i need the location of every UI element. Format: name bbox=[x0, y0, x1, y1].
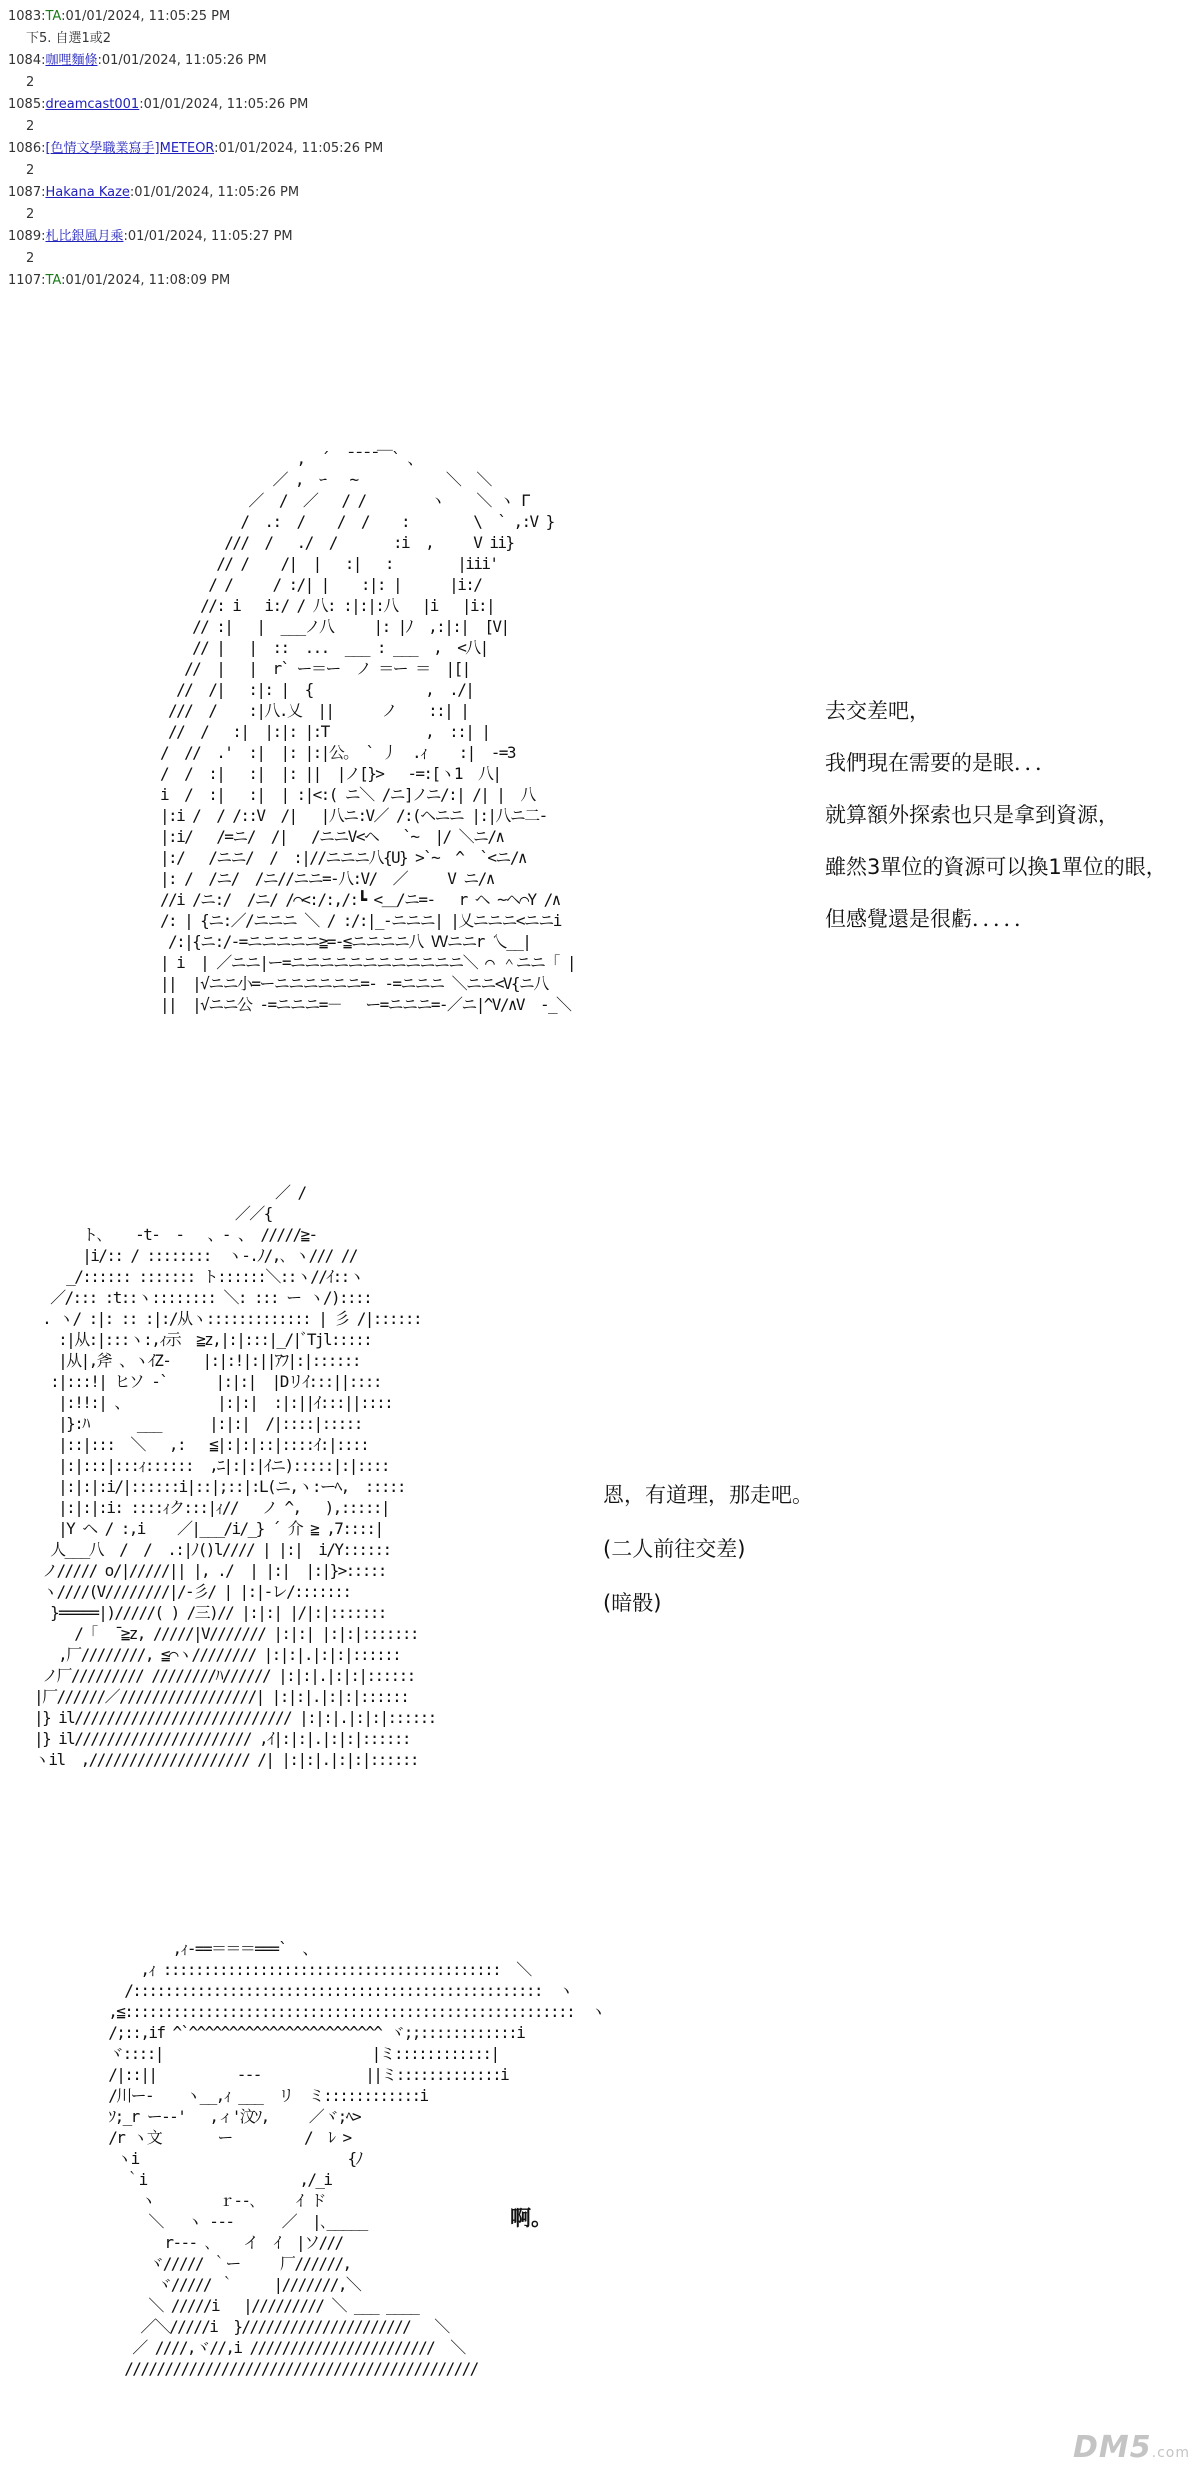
speech-block-fox bbox=[603, 1468, 813, 1630]
post-header bbox=[8, 6, 608, 28]
post-timestamp: :01/01/2024, 11:05:26 PM bbox=[139, 97, 309, 112]
post-timestamp: :01/01/2024, 11:08:09 PM bbox=[61, 273, 231, 288]
post-item bbox=[8, 6, 608, 50]
post-author[interactable]: [色情文學職業寫手]METEOR bbox=[45, 141, 215, 156]
speech-block-man bbox=[510, 2192, 552, 2244]
post-header bbox=[8, 270, 608, 292]
speech-line: 但感覺還是很虧．．．．． bbox=[825, 907, 1035, 931]
speech-line: 就算額外探索也只是拿到資源， bbox=[825, 803, 1119, 827]
speech-line: 雖然3單位的資源可以換1單位的眼， bbox=[825, 855, 1167, 879]
post-header bbox=[8, 138, 608, 160]
post-number: 1087: bbox=[8, 185, 46, 200]
post-body: 2 bbox=[26, 163, 35, 178]
post-author[interactable]: 札比銀風月乘 bbox=[45, 229, 124, 244]
speech-line: 啊。 bbox=[510, 2206, 552, 2230]
ascii-art-girl: , ´ ̄ ̄ ̄ ̄ ￣` 、 ／ , ｰ ~ ＼ ＼ ／ / ／ / / ヽ ＼ ヽ Γ / .: / / / : \ ` ,:V } /// / ./ / :i , V ii} // / /| | :| : |iii' / / / :/| | :|: | |i:/ //: i i:/ / 八: :|:|:八 |i |i:| // :| | ___ノ八 |: |ﾉ ,:|:| [V| // | | :: ... ___ : ___ , <八| // | | r` ー＝ー ノ ＝ー ＝ |[| // /| :|: | { , ./| /// / :|八.乂 || ノ ::| | // / :| |:|: |:T , ::| | / // .' :| |: |:|公。 ` 丿 .ｨ :| -=3 / / :| :| |: || |ノ[}> -=:[ヽ1 八| i / :| :| | :|<:( ニ＼ /ニ]ノニ/:| /| | 八 |:i / / /::V /| |八ニ:V／ /:(ヘニニ |:|八ニ二- |:i/ /=ニ/ /| /ニニV<ヘ `~ |/ ＼ニ/∧ |:/ /ニニ/ / :|//ニニニ八{U} >`~ ^ `<ニ/∧ |: / /ニ/ /ニ//ニニ=-八:V/ ／ V ニ/∧ //i /ニ:/ /ニ/ /⌒<:/:,/:┗ <＿/ニ=- r ヘ ~ヘ⌒Y /∧ /: | {ニ:／/ニニニ ＼ / :/:|_-ニニニ| |乂ニニニ<ニニi /:|{ニ:/-=ニニニニニ≧=-≦ニニニニ八 VVニニr 乀__| | i | ／ニニ|ー=ニニニニニニニニニニニニ＼ ⌒ ＾ニニ「 | || |√ニニ小=ーニニニニニニ=- -=ニニニ ＼ニニ<V{ニ八 || |√ニニ公 -=ニニニ=－ ー=ニニニ=-／ニ|^V/∧V -_＼ bbox=[160, 449, 575, 1014]
site-watermark-logo bbox=[1073, 2430, 1190, 2465]
post-author[interactable]: Hakana Kaze bbox=[45, 185, 130, 200]
post-item bbox=[8, 226, 608, 270]
post-number: 1083: bbox=[8, 9, 46, 24]
post-body: 2 bbox=[26, 207, 35, 222]
post-timestamp: :01/01/2024, 11:05:25 PM bbox=[61, 9, 231, 24]
post-body: 2 bbox=[26, 75, 35, 90]
post-header bbox=[8, 94, 608, 116]
watermark-text: DM5 bbox=[1073, 2430, 1152, 2465]
speech-line: 恩，有道理，那走吧。 bbox=[603, 1483, 813, 1507]
post-list bbox=[8, 6, 608, 292]
post-number: 1084: bbox=[8, 53, 46, 68]
post-timestamp: :01/01/2024, 11:05:26 PM bbox=[129, 185, 300, 200]
post-timestamp: :01/01/2024, 11:05:26 PM bbox=[214, 141, 384, 156]
ascii-art-man: ,ｨ-==＝＝＝===` 、 ,ｨ :::::::::::::::::::::::::::::::::::::::::: ＼ /::::::::::::::::::::::::::::::::::::::::::::::::::: ヽ ,≦:::::::::::::::::::::::::::::::::::::::::::::::::::::::: ヽ /;::,if ^`^^^^^^^^^^^^^^^^^^^^^^^^ ヾ;;::::::::::::i ヾ::::| |ミ::::::::::::| /|::|| --- ||ミ:::::::::::::i /川ー- ヽ__,ｨ ___ リ ミ::::::::::::i ｿ;_r ー--' ,ィ'汶ｿ, ／ヾ;ﾍ> /r ヽ文 ー / ﾚ > ヽi {ﾉ ｀i ,/_i ヽ ｒ--､ ｲ ド ＼ ヽ --- ／ |､_____ r--- ､ イ ｲ |ソ/// ヾ///// ｀ー 厂//////, ヾ///// ｀ |///////,＼ ＼ /////i |///////// ＼ ___ ____ ／＼/////i }///////////////////// ＼ ／ ////,ヾ//,i /////////////////////// ＼ //////////////////////////////////////////// bbox=[108, 1939, 605, 2378]
post-number: 1107: bbox=[8, 273, 46, 288]
post-header bbox=[8, 50, 608, 72]
post-author: TA bbox=[45, 273, 62, 288]
post-author: TA bbox=[45, 9, 62, 24]
post-number: 1089: bbox=[8, 229, 46, 244]
speech-line: (二人前往交差) bbox=[603, 1537, 746, 1561]
post-timestamp: :01/01/2024, 11:05:27 PM bbox=[123, 229, 293, 244]
watermark-suffix: .com bbox=[1151, 2445, 1190, 2461]
post-body: 2 bbox=[26, 119, 35, 134]
post-timestamp: :01/01/2024, 11:05:26 PM bbox=[97, 53, 267, 68]
post-item bbox=[8, 138, 608, 182]
post-item bbox=[8, 270, 608, 292]
post-author[interactable]: dreamcast001 bbox=[45, 97, 140, 112]
post-item bbox=[8, 50, 608, 94]
speech-line: 去交差吧， bbox=[825, 699, 930, 723]
post-body: 2 bbox=[26, 251, 35, 266]
post-author[interactable]: 咖哩麵條 bbox=[45, 53, 98, 68]
post-header bbox=[8, 226, 608, 248]
post-body: 下5. 自選1或2 bbox=[26, 31, 112, 46]
post-item bbox=[8, 182, 608, 226]
post-header bbox=[8, 182, 608, 204]
speech-line: 我們現在需要的是眼．．． bbox=[825, 751, 1056, 775]
speech-block-girl bbox=[825, 685, 1167, 945]
ascii-art-fox-girl: ／ / ／／{ ト､ -t- - 、- 、 /////≧- |i/:: / :::::::: ヽ-.ﾉ/,､ ヽ/// // _/:::::: ::::::: ト::::::＼::ヽ//ｲ::ヽ ／/::: :t::ヽ:::::::: ＼: ::: ー ヽ/):::: . ヽ/ :|: :: :|:/从ヽ::::::::::::: | 彡 /|:::::: :|从:|:::ヽ:,ｨ示 ≧z,|:|:::|_/|ﾞTjl::::: |从|,斧 、ヽｲZ‐ |:|:!|:||ｱﾌ|:|:::::: :|:::!| ヒソ ‐` |:|:| |Dリｲ:::||:::: |:!!:| 、 |:|:| :|:||ｲ:::||:::: |}:ﾊ ___ |:|:| /|::::|::::: |::|::: ＼ ,: ≦|:|:|::|::::ｲ:|:::: |:|:::|:::ｨ:::::: ,ﾆ|:|:|ｲニ):::::|:|:::: |:|:|:i/|::::::i|::|;::|:L(ニ,ヽ:ーﾍ, ::::: |:|:|:i: ::::ｨク:::|ｨ// ノ ^, ),:::::| |Y ヘ / :,i ／|___/i/_} ´ 介 ≧ ,7::::| 人___八 / / .:|ﾉ()l//// | |:| i/Y:::::: ノ///// o/|/////|| |, ./ | |:| |:|}>::::: ヽ////(V////////|/-彡/ | |:|-レ/::::::: }=====|)/////( ) /三)// |:|:| |/|:|::::::: /「 ̄ ≧z, /////|V/////// |:|:| |:|:|::::::: ,厂////////, ≦⌒ヽ//////// |:|:|.|:|:|:::::: ノ厂///////// ////////ﾊ////// |:|:|.|:|:|:::::: |厂//////／/////////////////| |:|:|.|:|:|:::::: |} il/////////////////////////// |:|:|.|:|:|:::::: |} il////////////////////// ,ｲ|:|:|.|:|:|:::::: ヽil ,//////////////////// /| |:|:|.|:|:|:::::: bbox=[34, 1183, 436, 1769]
post-number: 1085: bbox=[8, 97, 46, 112]
post-item bbox=[8, 94, 608, 138]
post-number: 1086: bbox=[8, 141, 46, 156]
speech-line: (暗骰) bbox=[603, 1591, 662, 1615]
